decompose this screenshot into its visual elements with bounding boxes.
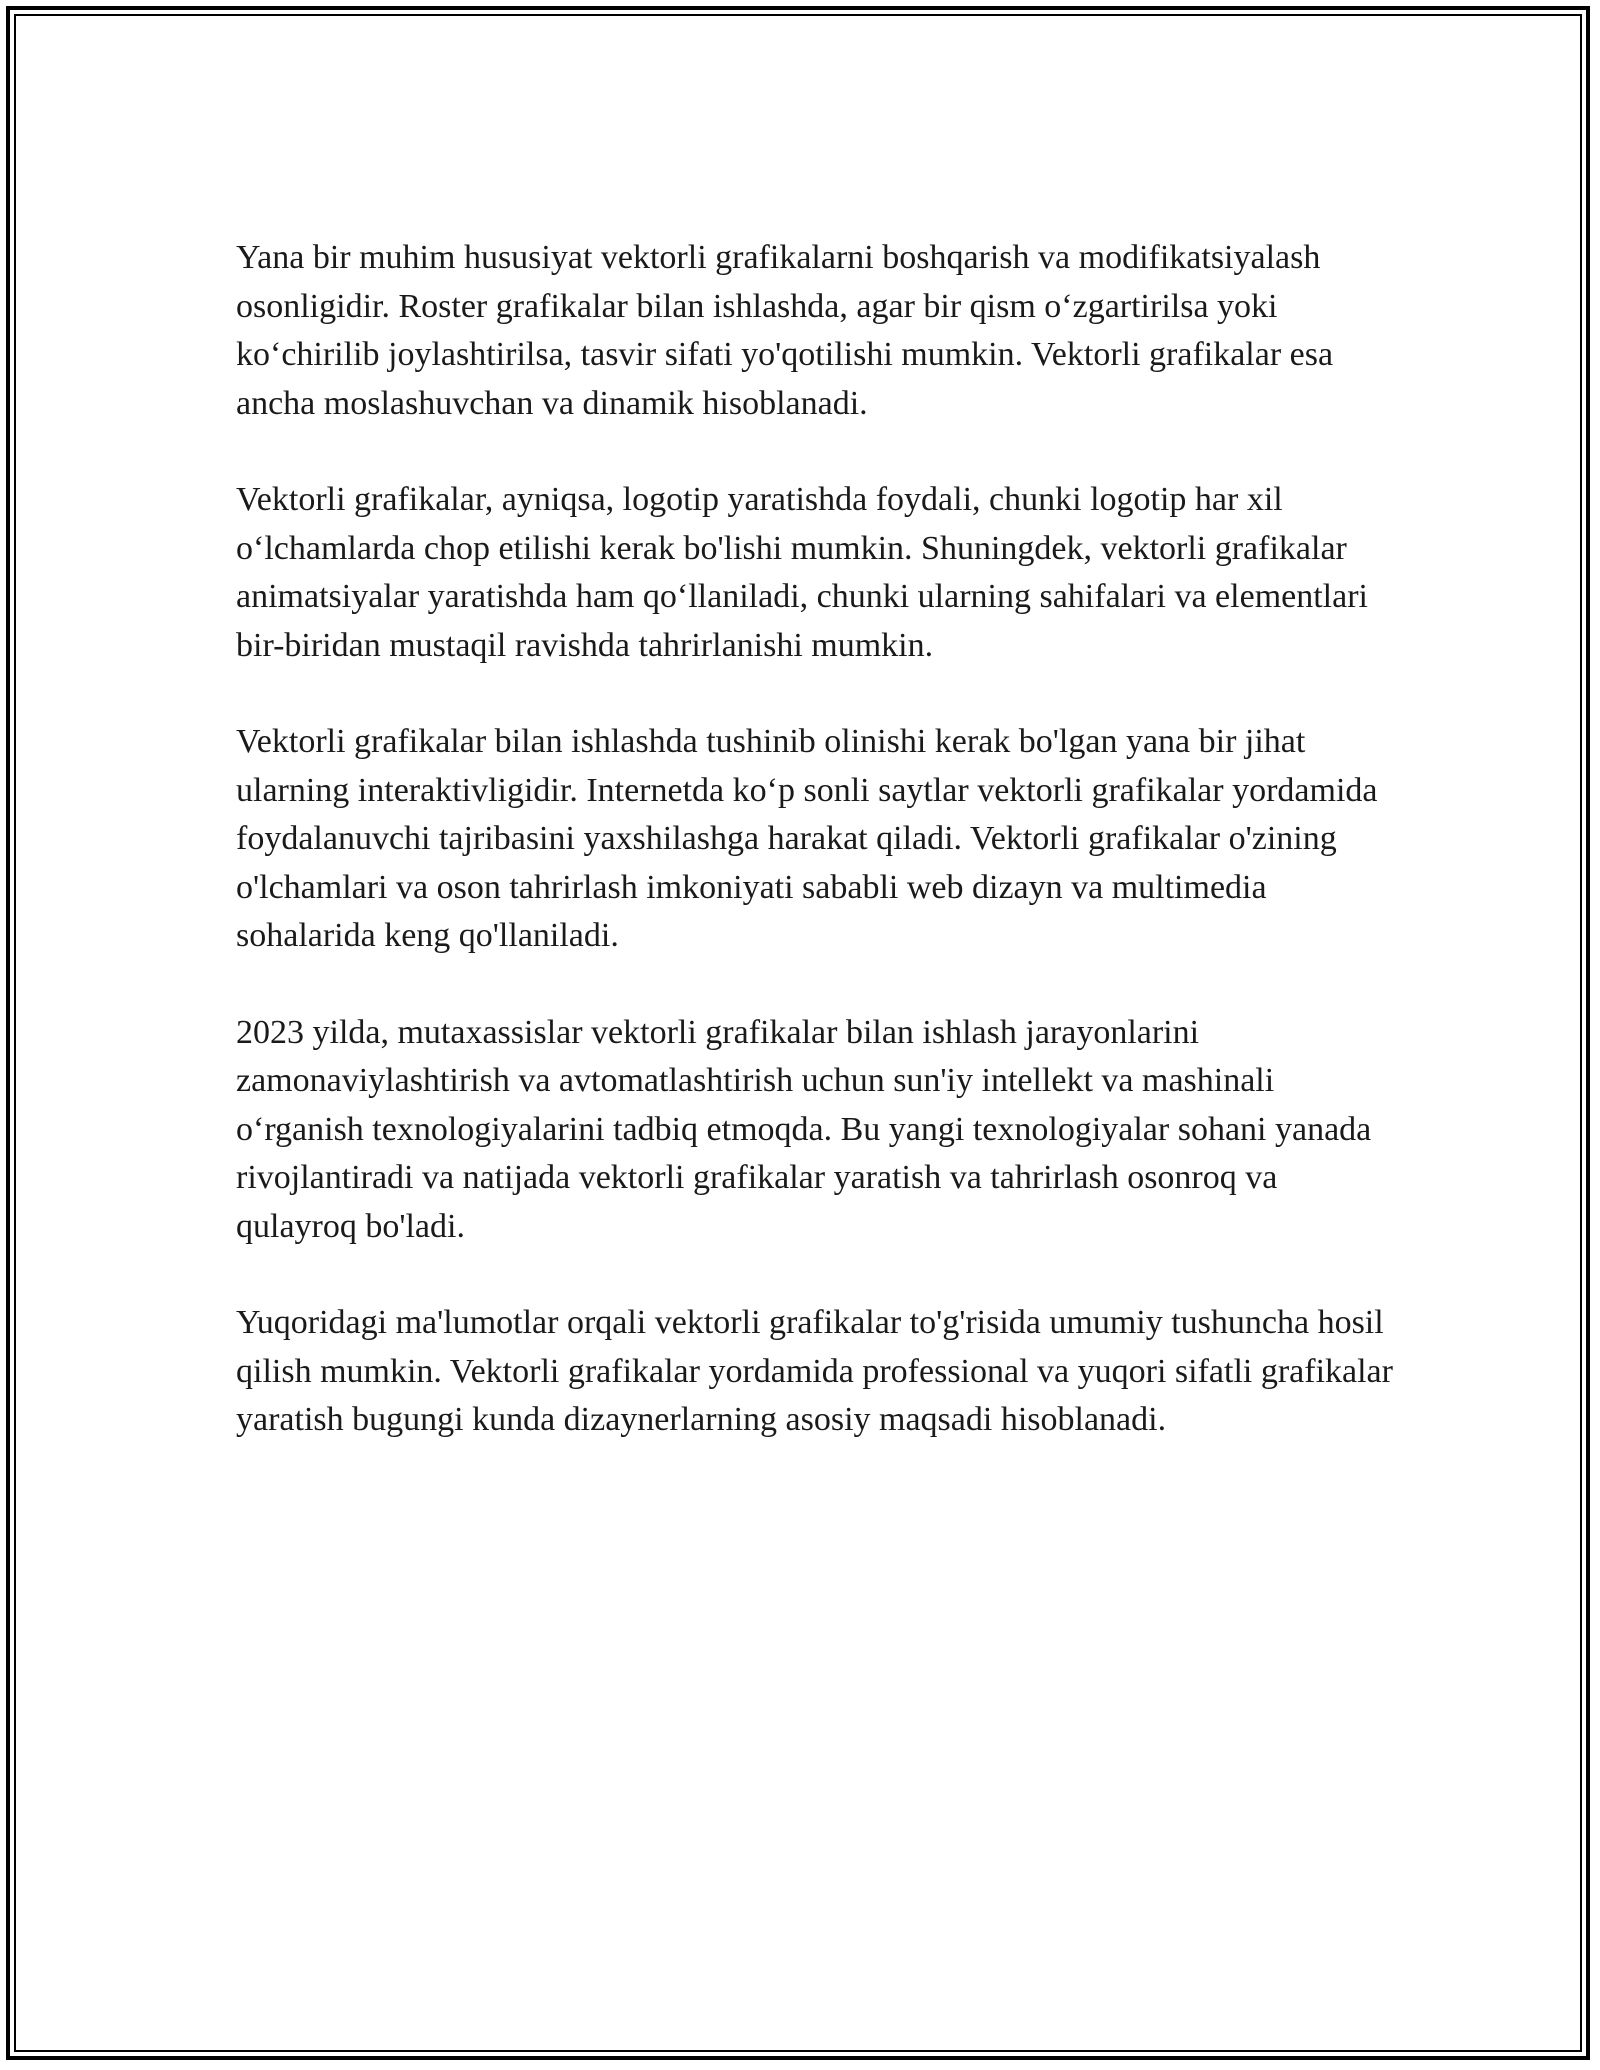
paragraph-4: 2023 yilda, mutaxassislar vektorli grafikalar bilan ishlash jarayonlarini zamonaviylashtirish va avtomatlashtirish uchun sun'iy intellekt va mashinali oʻrganish texnologiyalarini tadbiq etmoqda. Bu yangi texnologiyalar sohani yanada rivojlantiradi va natijada vektorli grafikalar yaratish va tahrirlash osonroq va qulayroq bo'ladi. [236, 1013, 1372, 1245]
paragraph-1: Yana bir muhim hususiyat vektorli grafikalarni boshqarish va modifikatsiyalash osonligidir. Roster grafikalar bilan ishlashda, agar bir qism oʻzgartirilsa yoki koʻchirilib joylashtirilsa, tasvir sifati yo'qotilishi mumkin. Vektorli grafikalar esa ancha moslashuvchan va dinamik hisoblanadi. [236, 239, 1334, 422]
paragraph-2: Vektorli grafikalar, ayniqsa, logotip yaratishda foydali, chunki logotip har xil oʻlchamlarda chop etilishi kerak bo'lishi mumkin. Shuningdek, vektorli grafikalar animatsiyalar yaratishda ham qoʻllaniladi, chunki ularning sahifalari va elementlari bir-biridan mustaqil ravishda tahrirlanishi mumkin. [236, 481, 1368, 664]
paragraph-3: Vektorli grafikalar bilan ishlashda tushinib olinishi kerak bo'lgan yana bir jihat ularning interaktivligidir. Internetda koʻp sonli saytlar vektorli grafikalar yordamida foydalanuvchi tajribasini yaxshilashga harakat qiladi. Vektorli grafikalar o'zining o'lchamlari va oson tahrirlash imkoniyati sababli web dizayn va multimedia sohalarida keng qo'llaniladi. [236, 723, 1378, 954]
document-body [236, 234, 1406, 1493]
paragraph-5: Yuqoridagi ma'lumotlar orqali vektorli grafikalar to'g'risida umumiy tushuncha hosil qilish mumkin. Vektorli grafikalar yordamida professional va yuqori sifatli grafikalar yaratish bugungi kunda dizaynerlarning asosiy maqsadi hisoblanadi. [236, 1304, 1393, 1438]
